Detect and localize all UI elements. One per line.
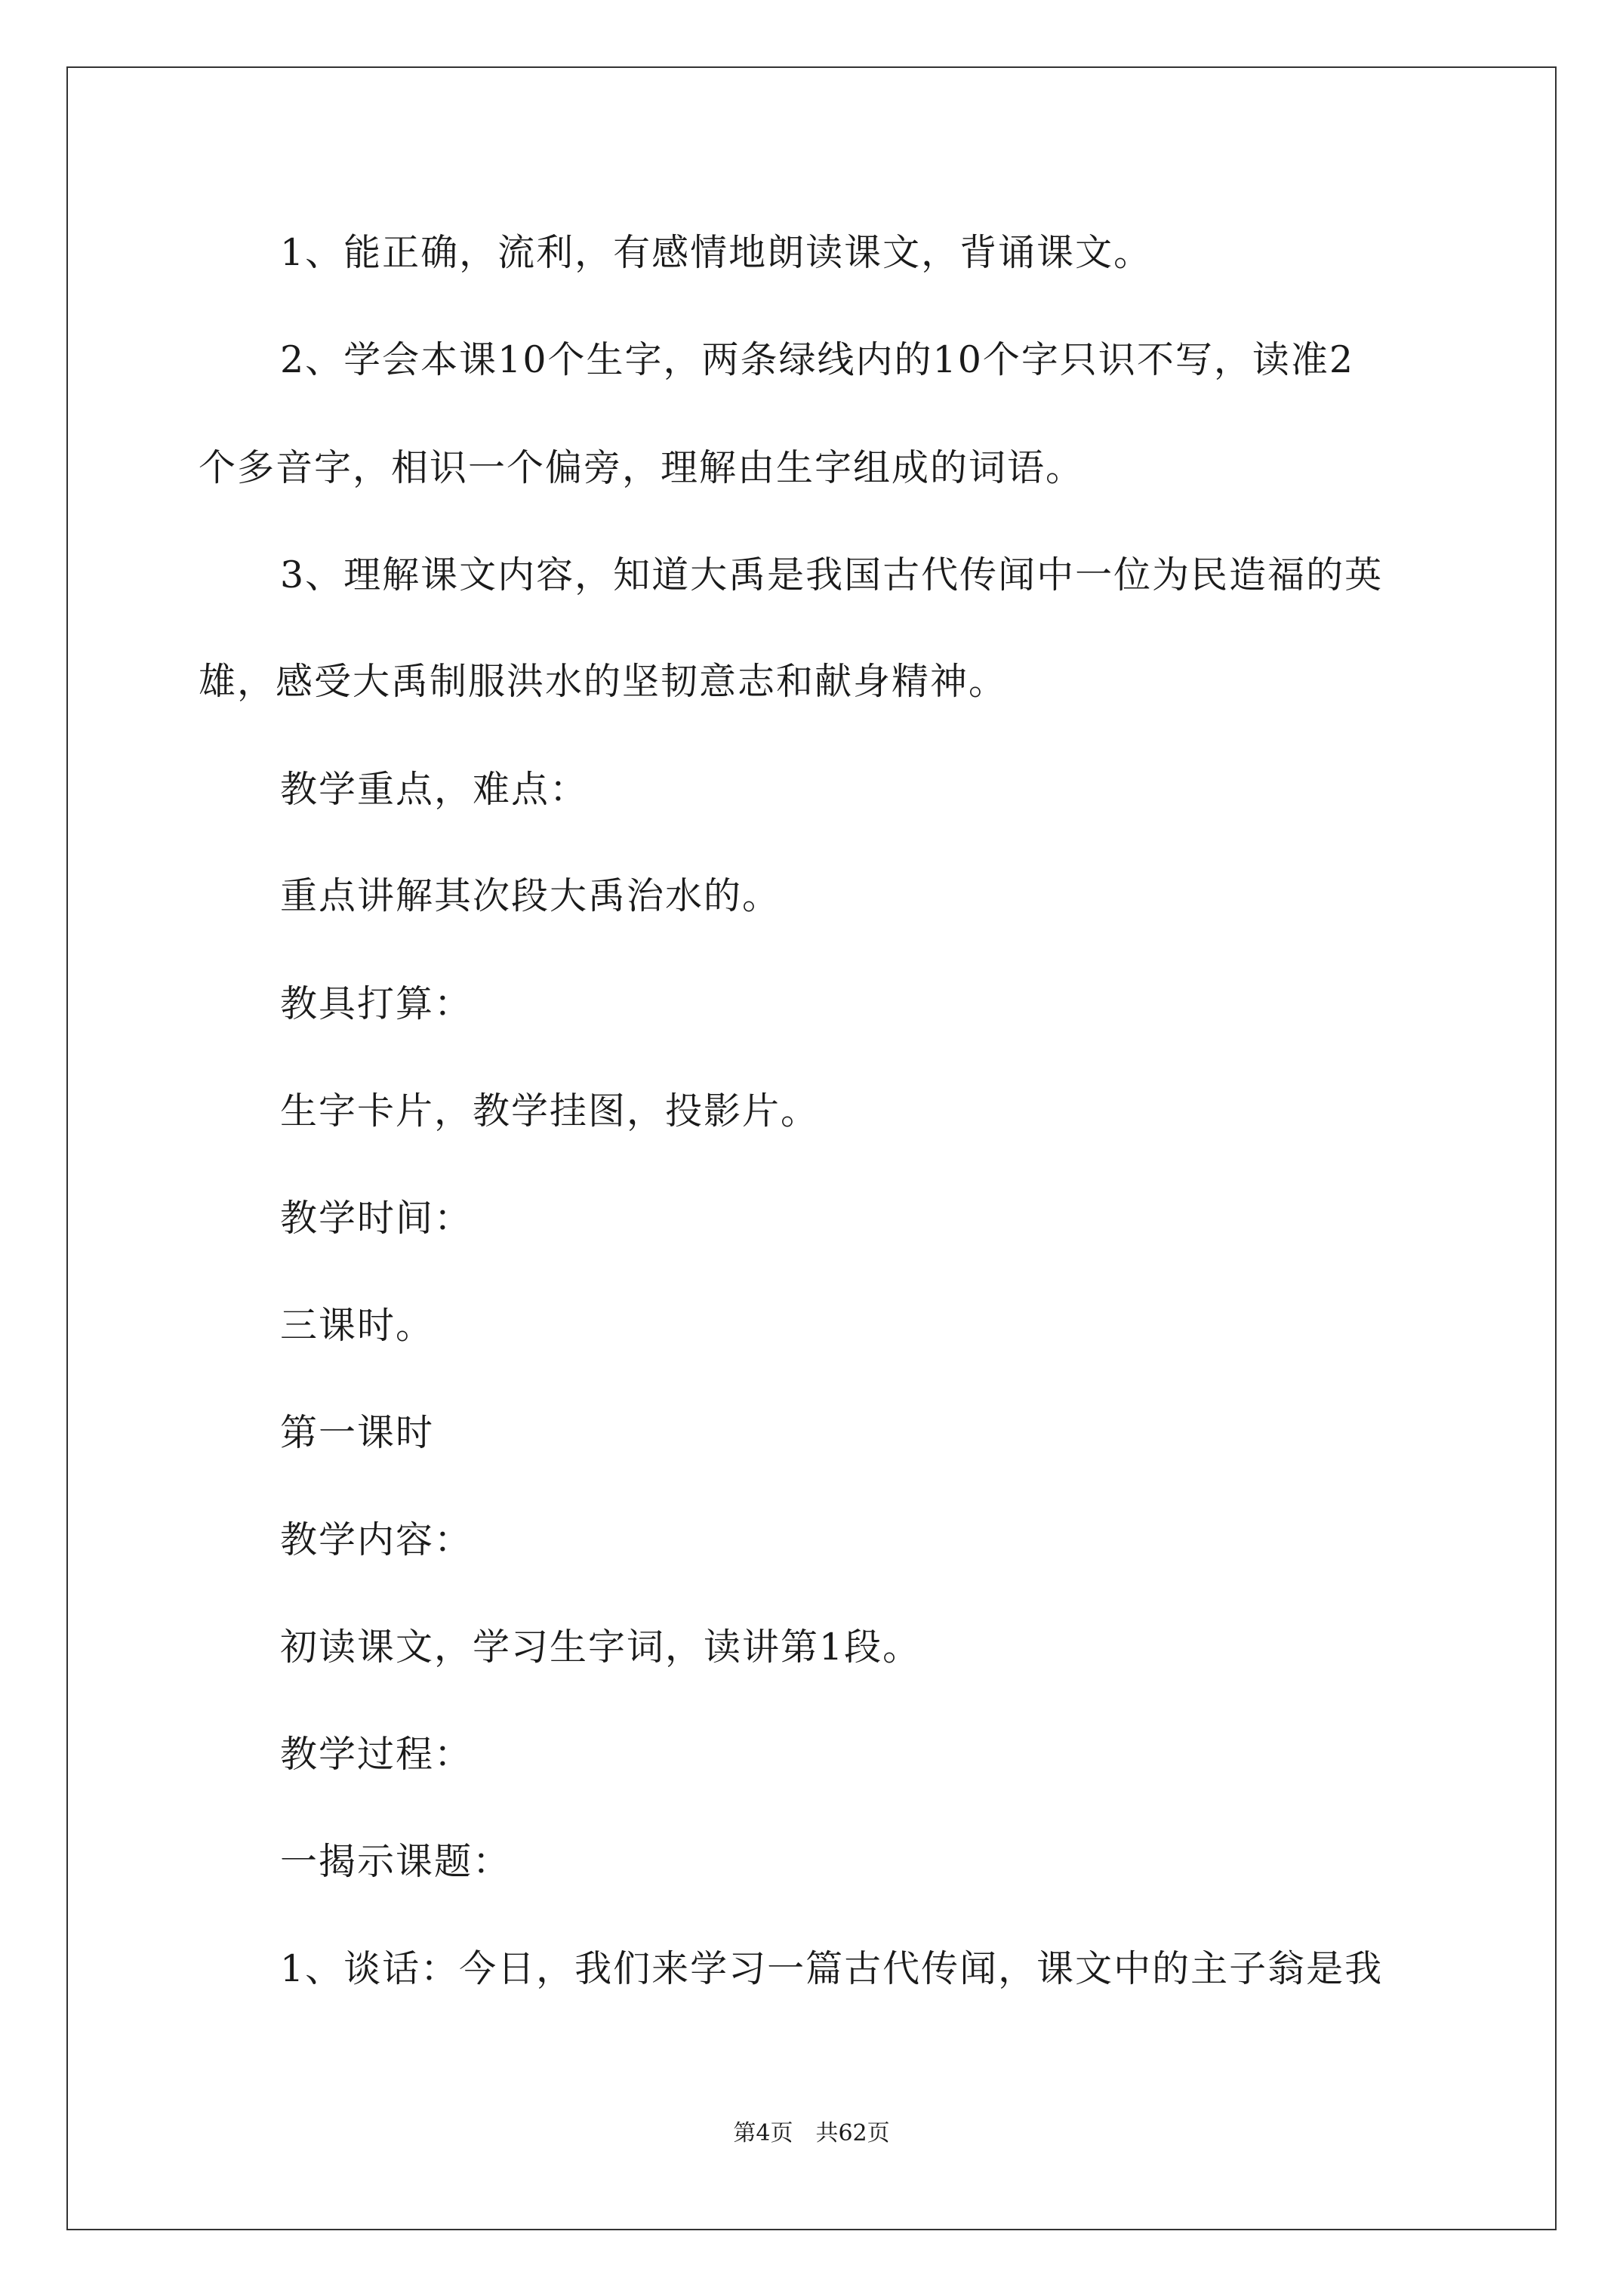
paragraph-line: 3、理解课文内容，知道大禹是我国古代传闻中一位为民造福的英 — [280, 553, 1384, 596]
section-heading: 第一课时 — [280, 1411, 435, 1454]
section-heading: 教学时间： — [280, 1197, 473, 1240]
page-border — [66, 66, 1557, 2230]
paragraph-line: 初读课文，学习生字词，读讲第1段。 — [280, 1626, 922, 1669]
page-number-footer: 第4页 共62页 — [733, 2120, 890, 2147]
section-heading: 教学重点，难点： — [280, 768, 589, 811]
section-heading: 一揭示课题： — [280, 1840, 512, 1883]
paragraph-line: 1、谈话：今日，我们来学习一篇古代传闻，课文中的主子翁是我 — [280, 1947, 1384, 1990]
paragraph-line: 2、学会本课10个生字，两条绿线内的10个字只识不写，读准2 — [280, 338, 1355, 381]
section-heading: 教具打算： — [280, 982, 473, 1025]
paragraph-line: 个多音字，相识一个偏旁，理解由生字组成的词语。 — [199, 446, 1085, 489]
paragraph-line: 生字卡片，教学挂图，投影片。 — [280, 1089, 820, 1133]
section-heading: 教学内容： — [280, 1518, 473, 1561]
paragraph-line: 雄，感受大禹制服洪水的坚韧意志和献身精神。 — [199, 660, 1008, 703]
paragraph-line: 三课时。 — [280, 1304, 435, 1347]
paragraph-line: 1、能正确，流利，有感情地朗读课文，背诵课文。 — [280, 231, 1153, 274]
section-heading: 教学过程： — [280, 1733, 473, 1776]
paragraph-line: 重点讲解其次段大禹治水的。 — [280, 874, 781, 917]
